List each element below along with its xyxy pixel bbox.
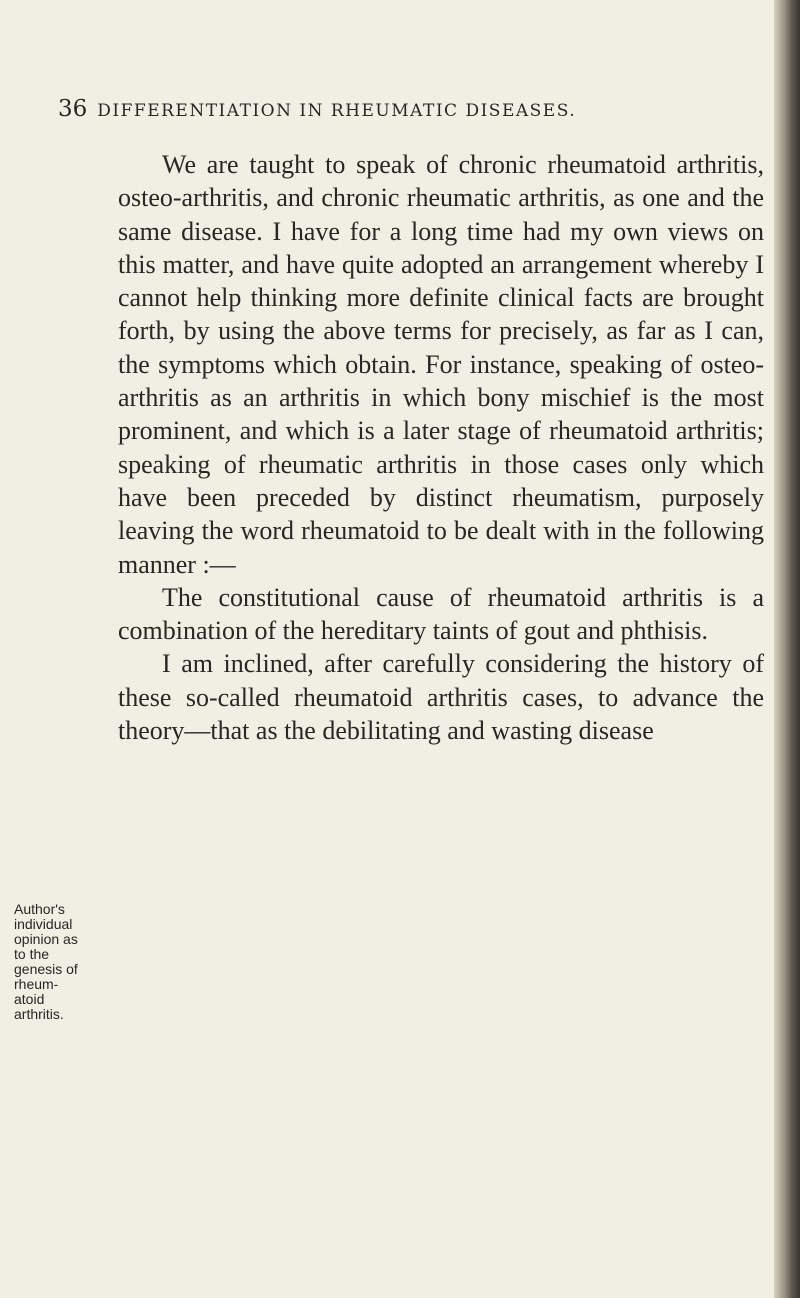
paragraph-1: We are taught to speak of chronic rheumatoid arthritis, osteo-arthritis, and chronic rheumatic arthritis, as one and the same disease. I have for a long time had my own views on this matter, and have quite adopted an arrangement whereby I cannot help thinking more definite clinical facts are brought forth, by using the above terms for precisely, as far as I can, the symptoms which obtain. For instance, speaking of osteo-arthritis as an arthritis in which bony mischief is the most prominent, and which is a later stage of rheumatoid arthritis; speaking of rheumatic arthritis in those cases only which have been preceded by distinct rheumatism, purposely leaving the word rheumatoid to be dealt with in the following manner :— — [118, 150, 764, 579]
margin-note-line: atoid — [14, 991, 45, 1007]
margin-note-line: genesis of — [14, 961, 78, 977]
margin-note-line: opinion as — [14, 931, 78, 947]
margin-note-line: rheum- — [14, 976, 59, 992]
page-edge-shadow — [774, 0, 800, 1298]
margin-note-line: arthritis. — [14, 1006, 64, 1022]
running-header — [58, 96, 758, 122]
margin-note — [14, 902, 114, 1022]
margin-note-line: Author's — [14, 901, 65, 917]
margin-note-line: to the — [14, 946, 50, 962]
paragraph-2: The constitutional cause of rheumatoid arthritis is a combination of the hereditary taints of gout and phthisis. — [118, 582, 764, 646]
paragraph-3: I am inclined, after carefully considering the history of these so-called rheumatoid arthritis cases, to advance the theory—that as the debilitating and wasting disease — [118, 649, 764, 746]
margin-note-line: individual — [14, 916, 73, 932]
body-text — [118, 148, 764, 747]
running-title: DIFFERENTIATION IN RHEUMATIC DISEASES. — [97, 101, 577, 121]
page-number: 36 — [58, 96, 88, 122]
